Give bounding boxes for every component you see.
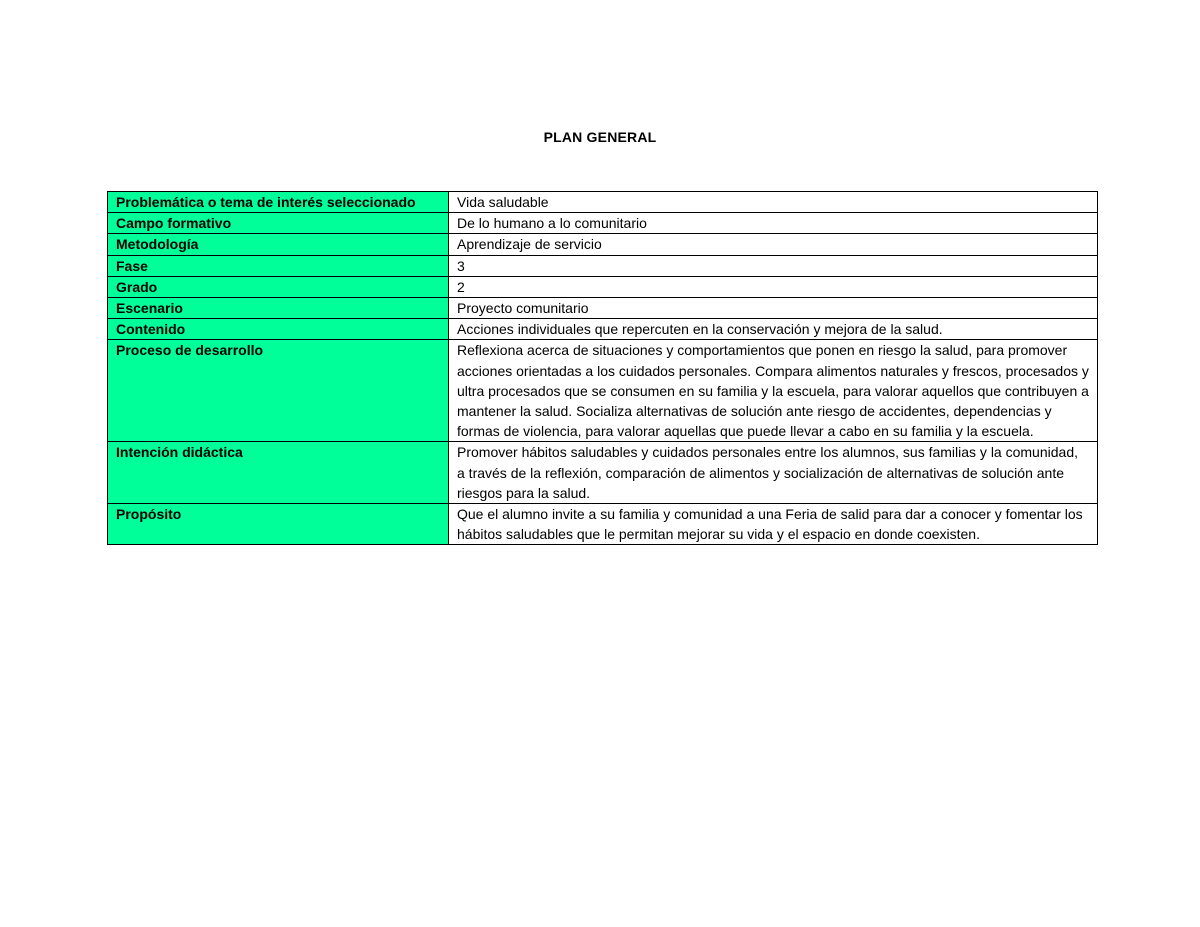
row-label: Grado [108,276,449,297]
table-row-escenario [108,298,1098,319]
row-label: Propósito [108,504,449,545]
row-label: Intención didáctica [108,442,449,504]
row-value: Acciones individuales que repercuten en la conservación y mejora de la salud. [449,319,1098,340]
row-value: Aprendizaje de servicio [449,234,1098,255]
table-row-fase [108,255,1098,276]
table-row-proceso-de-desarrollo [108,340,1098,442]
row-value: 3 [449,255,1098,276]
row-value: Promover hábitos saludables y cuidados personales entre los alumnos, sus familias y la comunidad, a través de la reflexión, comparación de alimentos y socialización de alternativas de solución ante riesgos para la salud. [449,442,1098,504]
row-label: Campo formativo [108,213,449,234]
row-label: Fase [108,255,449,276]
page-title: PLAN GENERAL [543,129,657,145]
table-row-proposito [108,504,1098,545]
table-row-tema [108,192,1098,213]
table-row-intencion-didactica [108,442,1098,504]
table-row-campo-formativo [108,213,1098,234]
row-value: Que el alumno invite a su familia y comunidad a una Feria de salid para dar a conocer y fomentar los hábitos saludables que le permitan mejorar su vida y el espacio en donde coexisten. [449,504,1098,545]
table-row-grado [108,276,1098,297]
row-label: Escenario [108,298,449,319]
table-row-metodologia [108,234,1098,255]
row-value: Vida saludable [449,192,1098,213]
row-label: Contenido [108,319,449,340]
row-label: Problemática o tema de interés seleccionado [108,192,449,213]
row-value: De lo humano a lo comunitario [449,213,1098,234]
row-value: 2 [449,276,1098,297]
table-row-contenido [108,319,1098,340]
plan-table [107,191,1098,545]
row-value: Proyecto comunitario [449,298,1098,319]
row-value: Reflexiona acerca de situaciones y comportamientos que ponen en riesgo la salud, para promover acciones orientadas a los cuidados personales. Compara alimentos naturales y frescos, procesados y ultra procesados que se consumen en su familia y la escuela, para valorar aquellos que contribuyen a mantener la salud. Socializa alternativas de solución ante riesgo de accidentes, dependencias y formas de violencia, para valorar aquellas que puede llevar a cabo en su familia y la escuela. [449,340,1098,442]
row-label: Proceso de desarrollo [108,340,449,442]
row-label: Metodología [108,234,449,255]
